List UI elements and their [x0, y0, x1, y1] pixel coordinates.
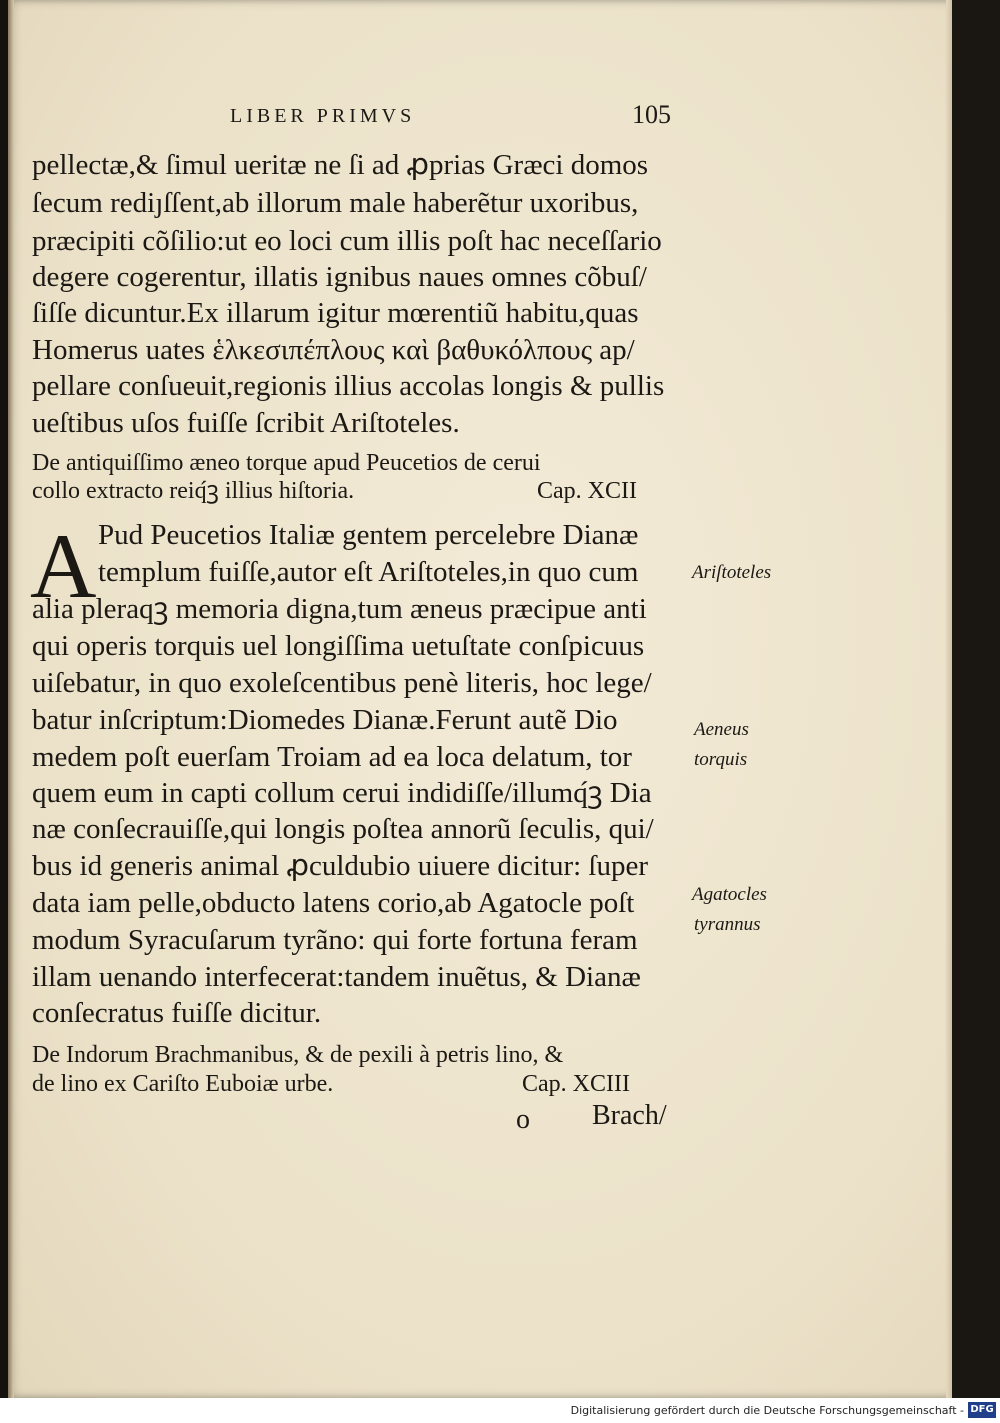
- chapter-heading-line: De antiquiſſimo æneo torque apud Peucetios de cerui: [32, 450, 541, 476]
- text-line: Homerus uates ἑλκεσιπέπλους καὶ βαθυκόλπους ap/: [32, 334, 635, 366]
- scan-gutter: [952, 0, 1000, 1398]
- text-line: data iam pelle,obducto latens corio,ab Agatocle poſt: [32, 887, 635, 919]
- chapter-heading-line: De Indorum Brachmanibus, & de pexili à petris lino, &: [32, 1042, 564, 1068]
- signature-mark: o: [516, 1104, 530, 1135]
- catchword: Brach/: [592, 1100, 667, 1131]
- chapter-heading-line: collo extracto reiq́ꝫ illius hiſtoria.: [32, 478, 355, 504]
- running-head: LIBER PRIMVS: [230, 105, 416, 127]
- text-line: uiſebatur, in quo exoleſcentibus penè literis, hoc lege/: [32, 667, 652, 699]
- text-line: templum fuiſſe,autor eſt Ariſtoteles,in quo cum: [98, 556, 639, 588]
- drop-initial: A: [30, 515, 97, 617]
- text-line: næ conſecrauiſſe,qui longis poſtea annorũ ſeculis, qui/: [32, 813, 654, 845]
- text-line: alia pleraqꝫ memoria digna,tum æneus præcipue anti: [32, 593, 647, 625]
- text-line: degere cogerentur, illatis ignibus naues omnes cõbuſ/: [32, 261, 647, 293]
- dfg-logo: DFG: [968, 1402, 996, 1418]
- text-line: ſiſſe dicuntur.Ex illarum igitur mœrentiũ habitu,quas: [32, 297, 639, 329]
- text-line: illam uenando interfecerat:tandem inuẽtus, & Dianæ: [32, 961, 641, 993]
- text-line: ſecum rediȷſſent,ab illorum male haberẽtur uxoribus,: [32, 187, 639, 219]
- text-line: batur inſcriptum:Diomedes Dianæ.Ferunt autẽ Dio: [32, 704, 618, 736]
- text-line: pellare conſueuit,regionis illius accolas longis & pullis: [32, 370, 665, 402]
- text-line: qui operis torquis uel longiſſima uetuſtate conſpicuus: [32, 630, 645, 662]
- text-line: bus id generis animal ꝓculdubio uiuere dicitur: ſuper: [32, 850, 648, 882]
- margin-note-tyrannus: tyrannus: [694, 914, 761, 935]
- text-line: pellectæ,& ſimul ueritæ ne ſi ad ꝓprias Græci domos: [32, 149, 649, 181]
- footer-credit: Digitalisierung gefördert durch die Deutsche Forschungsgemeinschaft -: [570, 1404, 964, 1417]
- margin-note-aeneus: Aeneus: [694, 719, 749, 740]
- text-line: ueſtibus uſos fuiſſe ſcribit Ariſtoteles.: [32, 407, 460, 439]
- chapter-number: Cap. XCIII: [522, 1071, 630, 1097]
- page-left-edge: [8, 0, 14, 1398]
- text-line: modum Syracuſarum tyrãno: qui forte fortuna feram: [32, 924, 638, 956]
- chapter-number: Cap. XCII: [537, 478, 637, 504]
- text-line: præcipiti cõſilio:ut eo loci cum illis poſt hac neceſſario: [32, 225, 662, 257]
- text-line: Pud Peucetios Italiæ gentem percelebre Dianæ: [98, 519, 639, 551]
- margin-note-aristoteles: Ariſtoteles: [692, 562, 772, 583]
- chapter-heading-line: de lino ex Cariſto Euboiæ urbe.: [32, 1071, 334, 1097]
- folio-number: 105: [632, 100, 671, 129]
- text-line: medem poſt euerſam Troiam ad ea loca delatum, tor: [32, 741, 632, 773]
- text-line: quem eum in capti collum cerui indidiſſe/illumq́ꝫ Dia: [32, 777, 652, 809]
- text-line: conſecratus fuiſſe dicitur.: [32, 997, 322, 1029]
- margin-note-agatocles: Agatocles: [692, 884, 767, 905]
- margin-note-torquis: torquis: [694, 749, 748, 770]
